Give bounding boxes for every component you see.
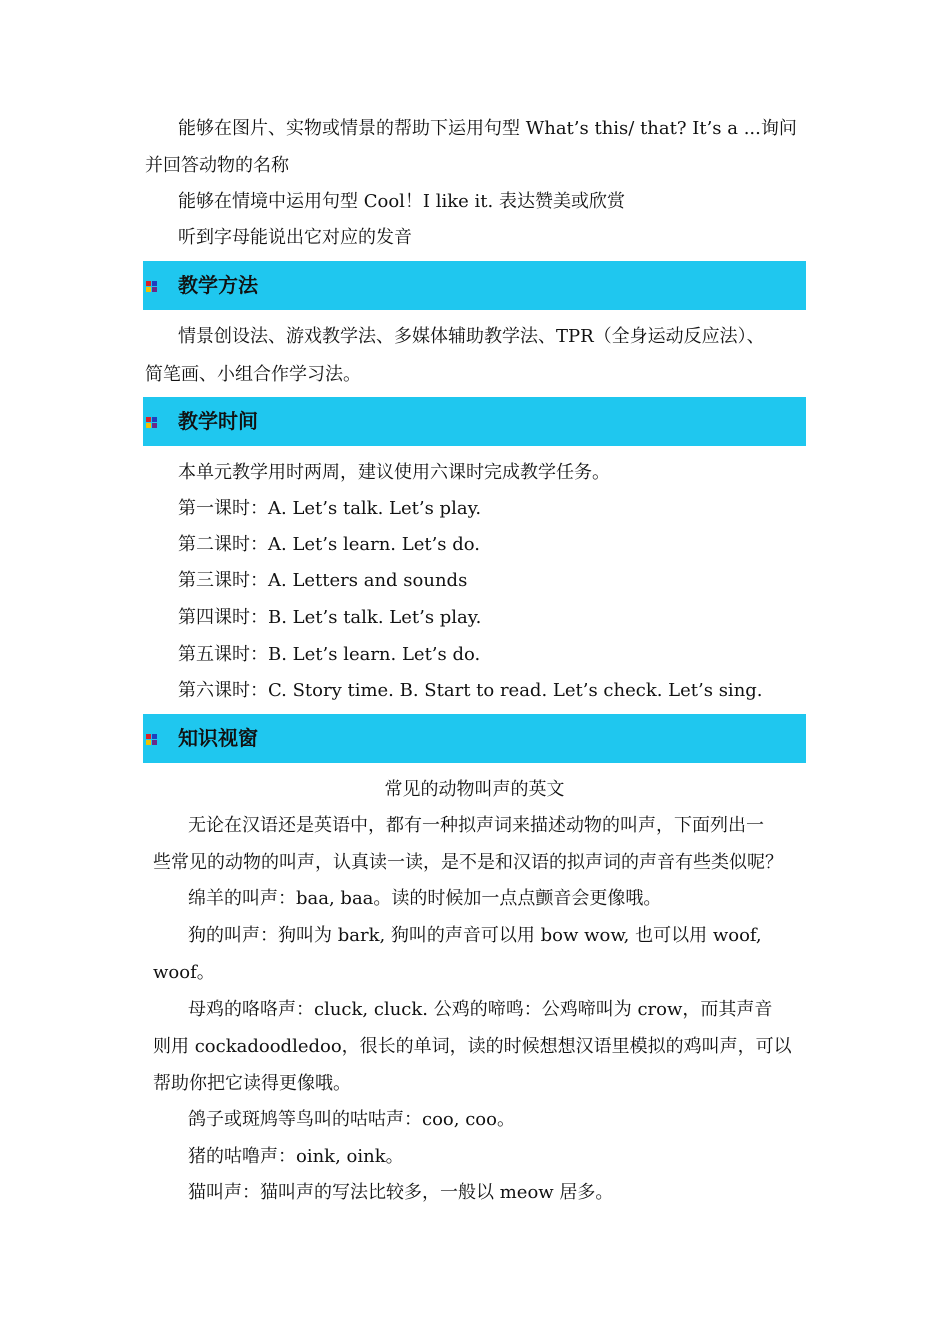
colored-bullet-icon — [146, 281, 157, 292]
lesson-item: 第四课时：B. Let’s talk. Let’s play. — [178, 607, 482, 628]
dog-sound-line-2: woof。 — [153, 962, 215, 983]
cat-sound: 猫叫声：猫叫声的写法比较多，一般以 meow 居多。 — [188, 1182, 614, 1203]
pig-sound: 猪的咕噜声：oink, oink。 — [188, 1146, 404, 1167]
methods-line-2: 简笔画、小组合作学习法。 — [145, 364, 361, 385]
dog-sound-line-1: 狗的叫声：狗叫为 bark, 狗叫的声音可以用 bow wow, 也可以用 woof, — [188, 925, 762, 946]
sheep-sound: 绵羊的叫声：baa, baa。读的时候加一点点颤音会更像哦。 — [188, 888, 662, 909]
colored-bullet-icon — [146, 417, 157, 428]
dove-sound: 鸽子或斑鸠等鸟叫的咕咕声：coo, coo。 — [188, 1109, 515, 1130]
chicken-sound-line-2: 则用 cockadoodledoo，很长的单词，读的时候想想汉语里模拟的鸡叫声，可以 — [153, 1036, 792, 1057]
knowledge-paragraph-line: 无论在汉语还是英语中，都有一种拟声词来描述动物的叫声，下面列出一 — [188, 815, 764, 836]
chicken-sound-line-3: 帮助你把它读得更像哦。 — [153, 1073, 351, 1094]
lesson-item: 第五课时：B. Let’s learn. Let’s do. — [178, 644, 481, 665]
section-header-knowledge — [143, 714, 806, 763]
knowledge-subtitle: 常见的动物叫声的英文 — [384, 779, 565, 800]
section-header-time — [143, 397, 806, 446]
methods-line-1: 情景创设法、游戏教学法、多媒体辅助教学法、TPR（全身运动反应法）、 — [178, 326, 765, 347]
section-header-methods — [143, 261, 806, 310]
chicken-sound-line-1: 母鸡的咯咯声：cluck, cluck. 公鸡的啼鸣：公鸡啼叫为 crow，而其声音 — [188, 999, 773, 1020]
colored-bullet-icon — [146, 734, 157, 745]
goal-line-4: 听到字母能说出它对应的发音 — [178, 227, 412, 248]
lesson-item: 第二课时：A. Let’s learn. Let’s do. — [178, 534, 481, 555]
goal-line-2: 并回答动物的名称 — [145, 155, 289, 176]
section-title: 教学时间 — [178, 409, 258, 433]
goal-line-1: 能够在图片、实物或情景的帮助下运用句型 What’s this/ that? It’s a ...询问 — [178, 118, 797, 139]
goal-line-3: 能够在情境中运用句型 Cool！I like it. 表达赞美或欣赏 — [178, 191, 625, 212]
lesson-item: 第三课时：A. Letters and sounds — [178, 570, 468, 591]
lesson-item: 第六课时：C. Story time. B. Start to read. Let’s check. Let’s sing. — [178, 680, 763, 701]
section-title: 教学方法 — [178, 273, 258, 297]
time-intro: 本单元教学用时两周，建议使用六课时完成教学任务。 — [178, 462, 610, 483]
knowledge-paragraph-line: 些常见的动物的叫声，认真读一读，是不是和汉语的拟声词的声音有些类似呢？ — [153, 852, 783, 873]
section-title: 知识视窗 — [178, 726, 258, 750]
lesson-item: 第一课时：A. Let’s talk. Let’s play. — [178, 498, 482, 519]
